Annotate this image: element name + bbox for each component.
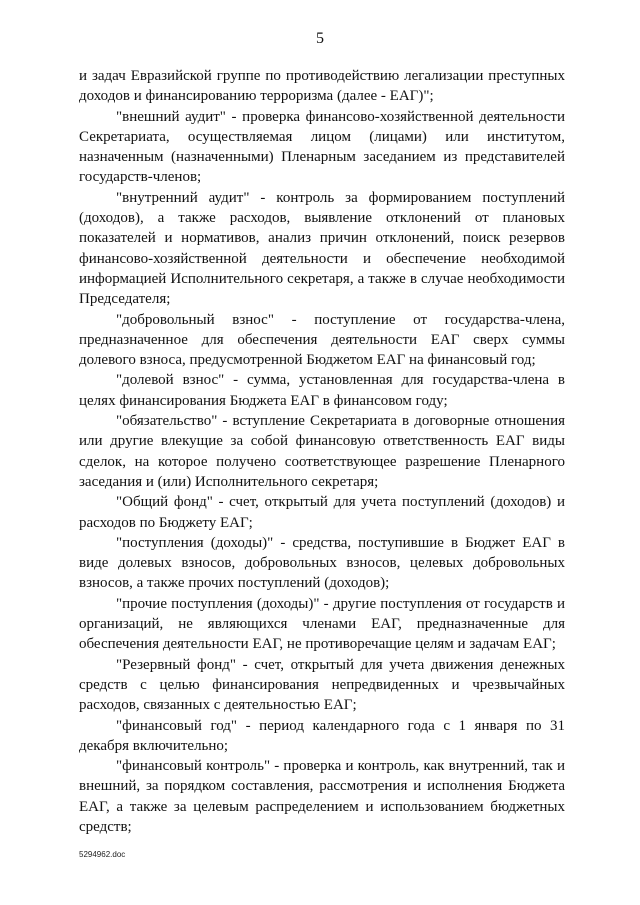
document-body: [79, 66, 565, 837]
paragraph-continuation: и задач Евразийской группе по противодействию легализации преступных доходов и финансированию терроризма (далее - ЕАГ)";: [79, 68, 565, 105]
definition-financial-year: "финансовый год" - период календарного года с 1 января по 31 декабря включительно;: [79, 717, 565, 754]
definition-external-audit: "внешний аудит" - проверка финансово-хозяйственной деятельности Секретариата, осуществляемая лицом (лицами) или институтом, назначенным (назначенными) Пленарным заседанием из представителей государств-членов;: [79, 108, 565, 186]
definition-obligation: "обязательство" - вступление Секретариата в договорные отношения или другие влекущие за собой финансовую ответственность ЕАГ виды сделок, на которое получено соответствующее разрешение Пленарного заседания и (или) Исполнительного секретаря;: [79, 413, 565, 490]
definition-share-contribution: "долевой взнос" - сумма, установленная для государства-члена в целях финансирования Бюджета ЕАГ в финансовом году;: [79, 372, 565, 409]
definition-receipts: "поступления (доходы)" - средства, поступившие в Бюджет ЕАГ в виде долевых взносов, добровольных взносов, целевых добровольных взносов, а также прочих поступлений (доходов);: [79, 534, 565, 592]
page-number: 5: [316, 30, 324, 47]
definition-internal-audit: "внутренний аудит" - контроль за формированием поступлений (доходов), а также расходов, выявление отклонений от плановых показателей и нормативов, анализ причин отклонений, поиск резервов финансово-хозяйственной деятельности и обеспечение необходимой информацией Исполнительного секретаря, а также в случае необходимости Председателя;: [79, 189, 565, 308]
footer-filename: 5294962.doc: [79, 850, 126, 859]
definition-other-receipts: "прочие поступления (доходы)" - другие поступления от государств и организаций, не являющихся членами ЕАГ, предназначенные для обеспечения деятельности ЕАГ, не противоречащие целям и задачам ЕАГ;: [79, 595, 565, 653]
definition-financial-control: "финансовый контроль" - проверка и контроль, как внутренний, так и внешний, за порядком составления, рассмотрения и исполнения Бюджета ЕАГ, а также за целевым распределением и использованием бюджетных средств;: [79, 758, 565, 835]
definition-voluntary-contribution: "добровольный взнос" - поступление от государства-члена, предназначенное для обеспечения деятельности ЕАГ сверх суммы долевого взноса, предусмотренной Бюджетом ЕАГ на финансовый год;: [79, 311, 565, 369]
definition-reserve-fund: "Резервный фонд" - счет, открытый для учета движения денежных средств с целью финансирования непредвиденных и чрезвычайных расходов, связанных с деятельностью ЕАГ;: [79, 656, 565, 714]
definition-general-fund: "Общий фонд" - счет, открытый для учета поступлений (доходов) и расходов по Бюджету ЕАГ;: [79, 494, 565, 531]
